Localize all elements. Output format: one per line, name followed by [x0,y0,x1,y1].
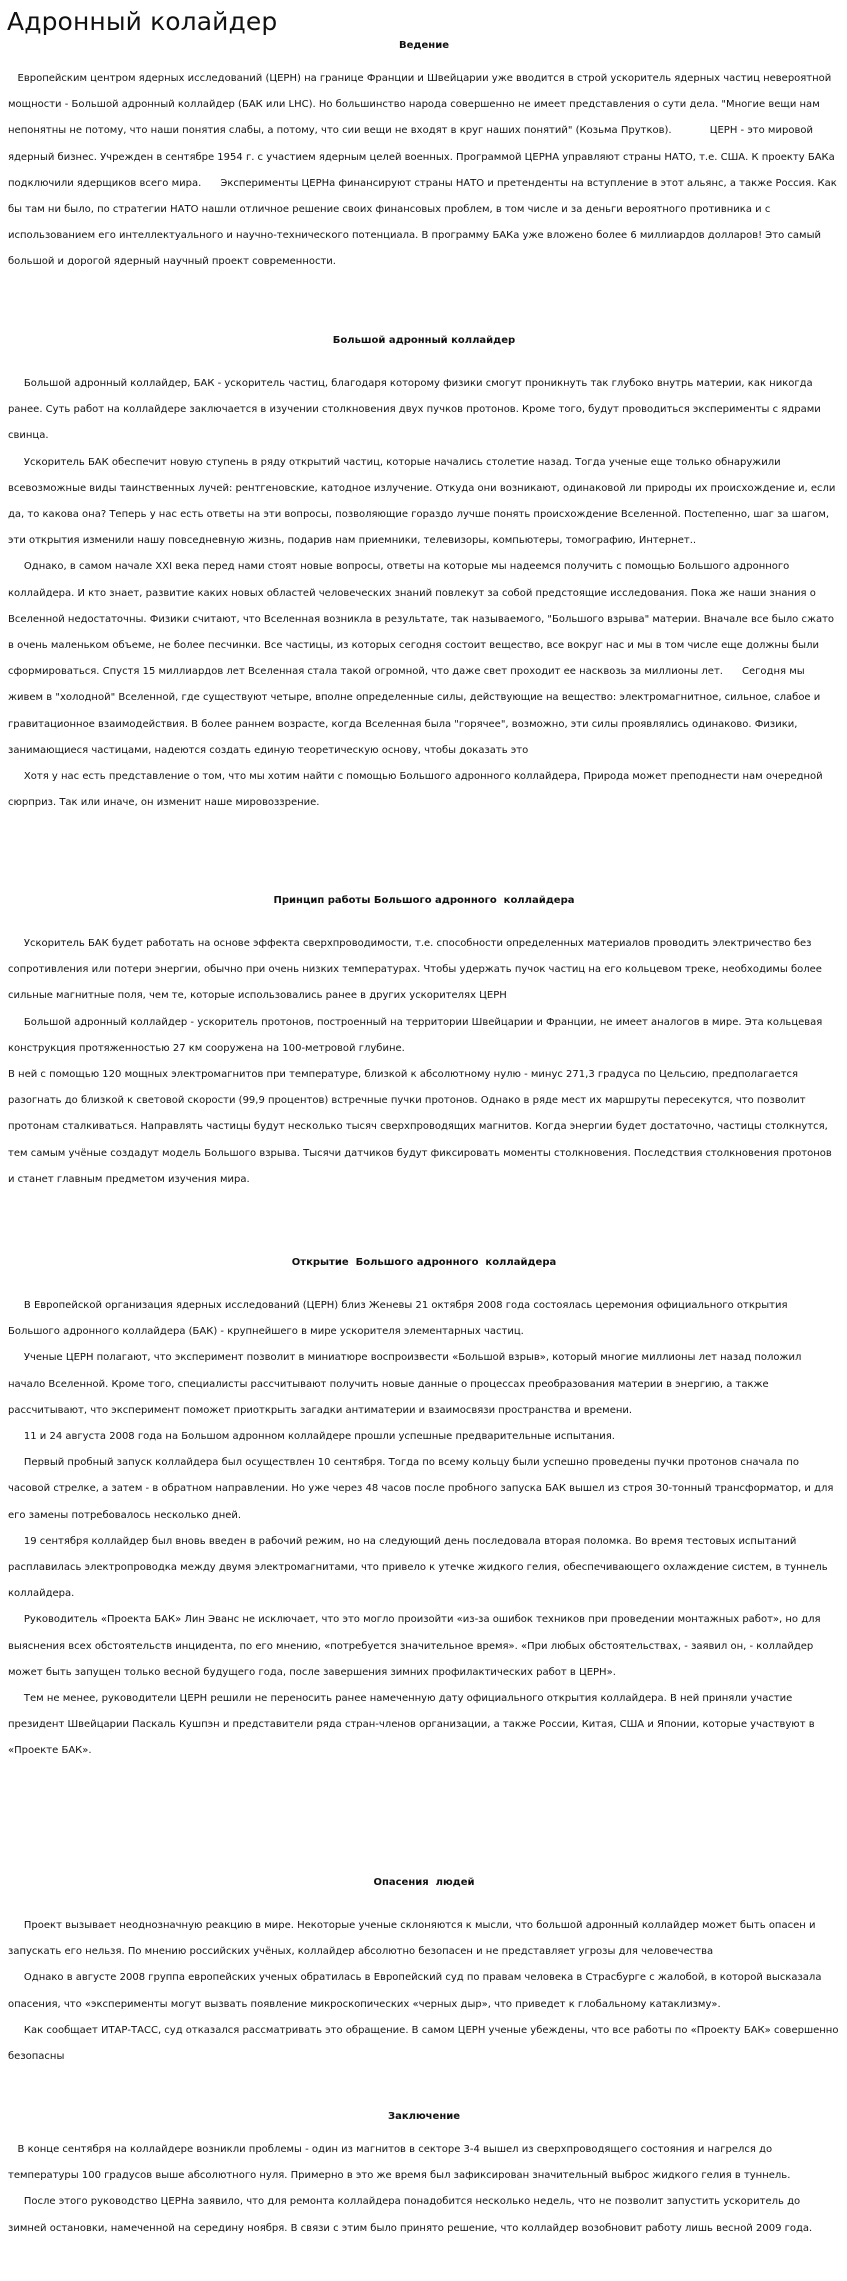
section-introduction [8,40,840,276]
paragraph: В Европейской организация ядерных исследований (ЦЕРН) близ Женевы 21 октября 2008 года состоялась церемония официального открытия Большого адронного коллайдера (БАК) - крупнейшего в мире ускорителя элементарных частиц. [8,1300,791,1338]
paragraph: Ускоритель БАК обеспечит новую ступень в ряду открытий частиц, которые начались столетие назад. Тогда ученые еще только обнаружили всевозможные виды таинственных лучей: рентгеновские, катодное излучение. Откуда они возникают, одинаковой ли природы их происхождение и, если да, то какова она? Теперь у нас есть ответы на эти вопросы, позволяющие гораздо лучше понять происхождение Вселенной. Постепенно, шаг за шагом, эти открытия изменили нашу повседневную жизнь, подарив нам приемники, телевизоры, компьютеры, томографию, Интернет.. [8,456,839,547]
section-heading: Заключение [387,2111,461,2122]
section-heading: Открытие Большого адронного коллайдера [291,1257,557,1268]
paragraph: Первый пробный запуск коллайдера был осуществлен 10 сентября. Тогда по всему кольцу были успешно проведены пучки протонов сначала по часовой стрелке, а затем - в обратном направлении. Но уже через 48 часов после пробного запуска БАК вышел из строя 30-тонный трансформатор, и для его замены потребовалось несколько дней. [8,1457,837,1521]
section-opening [8,1257,840,1765]
section-body [8,371,840,816]
paragraph: Руководитель «Проекта БАК» Лин Эванс не исключает, что это могло произойти «из-за ошибок техников при проведении монтажных работ», но для выяснения всех обстоятельств инцидента, по его мнению, «потребуется значительное время». «При любых обстоятельствах, - заявил он, - коллайдер может быть запущен только весной будущего года, после завершения зимних профилактических работ в ЦЕРН». [8,1614,824,1678]
paragraph: Ученые ЦЕРН полагают, что эксперимент позволит в миниатюре воспроизвести «Большой взрыв», который многие миллионы лет назад положил начало Вселенной. Кроме того, специалисты рассчитывают получить новые данные о процессах преобразования материи в энергию, а также рассчитывают, что эксперимент поможет приоткрыть загадки антиматерии и взаимосвязи пространства и времени. [8,1352,805,1416]
paragraph: Европейским центром ядерных исследований (ЦЕРН) на границе Франции и Швейцарии уже вводится в строй ускоритель ядерных частиц невероятной мощности - Большой адронный коллайдер (БАК или LHC). Но большинство народа совершенно не имеет представления о сути дела. "Многие вещи нам непонятны не потому, что наши понятия слабы, а потому, что сии вещи не входят в круг наших понятий" (Козьма Прутков). ЦЕРН - это мировой ядерный бизнес. Учрежден в сентябре 1954 г. с участием ядерным целей военных. Программой ЦЕРНА управляют страны НАТО, т.е. США. К проекту БАКа подключили ядерщиков всего мира. Эксперименты ЦЕРНа финансируют страны НАТО и претенденты на вступление в этот альянс, а также Россия. Как бы там ни было, по стратегии НАТО нашли отличное решение своих финансовых проблем, в том числе и за деньги вероятного противника и с использованием его интеллектуального и научно-технического потенциала. В программу БАКа уже вложено более 6 миллиардов долларов! Это самый большой и дорогой ядерный научный проект современности. [8,73,840,268]
paragraph: Хотя у нас есть представление о том, что мы хотим найти с помощью Большого адронного коллайдера, Природа может преподнести нам очередной сюрприз. Так или иначе, он изменит наше мировоззрение. [8,771,826,809]
paragraph: Проект вызывает неоднозначную реакцию в мире. Некоторые ученые склоняются к мысли, что большой адронный коллайдер может быть опасен и запускать его нельзя. По мнению российских учёных, коллайдер абсолютно безопасен и не представляет угрозы для человечества [8,1920,819,1958]
paragraph: В конце сентября на коллайдере возникли проблемы - один из магнитов в секторе 3-4 вышел из сверхпроводящего состояния и нагрелся до температуры 100 градусов выше абсолютного нуля. Примерно в это же время был зафиксирован значительный выброс жидкого гелия в туннель. [8,2144,791,2182]
section-body [8,1293,840,1765]
paragraph: Однако в августе 2008 группа европейских ученых обратилась в Европейский суд по правам человека в Страсбурге с жалобой, в которой высказала опасения, что «эксперименты могут вызвать появление микроскопических «черных дыр», что приведет к глобальному катаклизму». [8,1972,825,2010]
section-concerns [8,1877,840,2070]
section-body [8,931,840,1193]
section-operating-principle [8,895,840,1193]
page-title: Адронный колайдер [7,7,278,36]
paragraph: 19 сентября коллайдер был вновь введен в рабочий режим, но на следующий день последовала вторая поломка. Во время тестовых испытаний расплавилась электропроводка между двумя электромагнитами, что привело к утечке жидкого гелия, обеспечивающего охлаждение систем, в туннель коллайдера. [8,1535,831,1600]
section-heading: Ведение [399,40,449,51]
paragraph: Однако, в самом начале XXI века перед нами стоят новые вопросы, ответы на которые мы надеемся получить с помощью Большого адронного коллайдера. И кто знает, развитие каких новых областей человеческих знаний повлекут за собой предстоящие исследования. Пока же наши знания о Вселенной недостаточны. Физики считают, что Вселенная возникла в результате, так называемого, "Большого взрыва" материи. Вначале все было сжато в очень маленьком объеме, не более песчинки. Все частицы, из которых сегодня состоит вещество, все вокруг нас и мы в том числе еще должны были сформироваться. Спустя 15 миллиардов лет Вселенная стала такой огромной, что даже свет проходит ее насквозь за миллионы лет. Сегодня мы живем в "холодной" Вселенной, где существуют четыре, вполне определенные силы, действующие на вещество: электромагнитное, сильное, слабое и гравитационное взаимодействия. В более раннем возрасте, когда Вселенная была "горячее", возможно, эти силы проявлялись одинаково. Физики, занимающиеся частицами, надеются создать единую теоретическую основу, чтобы доказать это [8,561,838,756]
paragraph: 11 и 24 августа 2008 года на Большом адронном коллайдере прошли успешные предварительные испытания. [8,1431,615,1443]
section-body [8,1913,840,2070]
section-body [8,66,840,276]
section-heading: Большой адронный коллайдер [332,335,516,346]
section-conclusion [8,2111,840,2242]
paragraph: Ускоритель БАК будет работать на основе эффекта сверхпроводимости, т.е. способности определенных материалов проводить электричество без сопротивления или потери энергии, обычно при очень низких температурах. Чтобы удержать пучок частиц на его кольцевом треке, необходимы более сильные магнитные поля, чем те, которые использовались ранее в других ускорителях ЦЕРН [8,938,826,1002]
paragraph: Тем не менее, руководители ЦЕРН решили не переносить ранее намеченную дату официального открытия коллайдера. В ней приняли участие президент Швейцарии Паскаль Кушпэн и представители ряда стран-членов организации, а также России, Китая, США и Японии, которые участвуют в «Проекте БАК». [8,1693,818,1757]
paragraph: Большой адронный коллайдер, БАК - ускоритель частиц, благодаря которому физики смогут проникнуть так глубоко внутрь материи, как никогда ранее. Суть работ на коллайдере заключается в изучении столкновения двух пучков протонов. Кроме того, будут проводиться эксперименты с ядрами свинца. [8,378,824,442]
paragraph: После этого руководство ЦЕРНа заявило, что для ремонта коллайдера понадобится несколько недель, что не позволит запустить ускоритель до зимней остановки, намеченной на середину ноября. В связи с этим было принято решение, что коллайдер возобновит работу лишь весной 2009 года. [8,2196,813,2234]
paragraph: В ней с помощью 120 мощных электромагнитов при температуре, близкой к абсолютному нулю - минус 271,3 градуса по Цельсию, предполагается разогнать до близкой к световой скорости (99,9 процентов) встречные пучки протонов. Однако в ряде мест их маршруты пересекутся, что позволит протонам сталкиваться. Направлять частицы будут несколько тысяч сверхпроводящих магнитов. Когда энергии будет достаточно, частицы столкнутся, тем самым учёные создадут модель Большого взрыва. Тысячи датчиков будут фиксировать моменты столкновения. Последствия столкновения протонов и станет главным предметом изучения мира. [8,1069,835,1185]
section-large-hadron-collider [8,335,840,816]
paragraph: Как сообщает ИТАР-ТАСС, суд отказался рассматривать это обращение. В самом ЦЕРН ученые убеждены, что все работы по «Проекту БАК» совершенно безопасны [8,2024,842,2063]
section-heading: Принцип работы Большого адронного коллайдера [273,895,575,906]
paragraph: Большой адронный коллайдер - ускоритель протонов, построенный на территории Швейцарии и Франции, не имеет аналогов в мире. Эта кольцевая конструкция протяженностью 27 км сооружена на 100-метровой глубине. [8,1016,826,1054]
section-body [8,2137,840,2242]
section-heading: Опасения людей [373,1877,475,1888]
